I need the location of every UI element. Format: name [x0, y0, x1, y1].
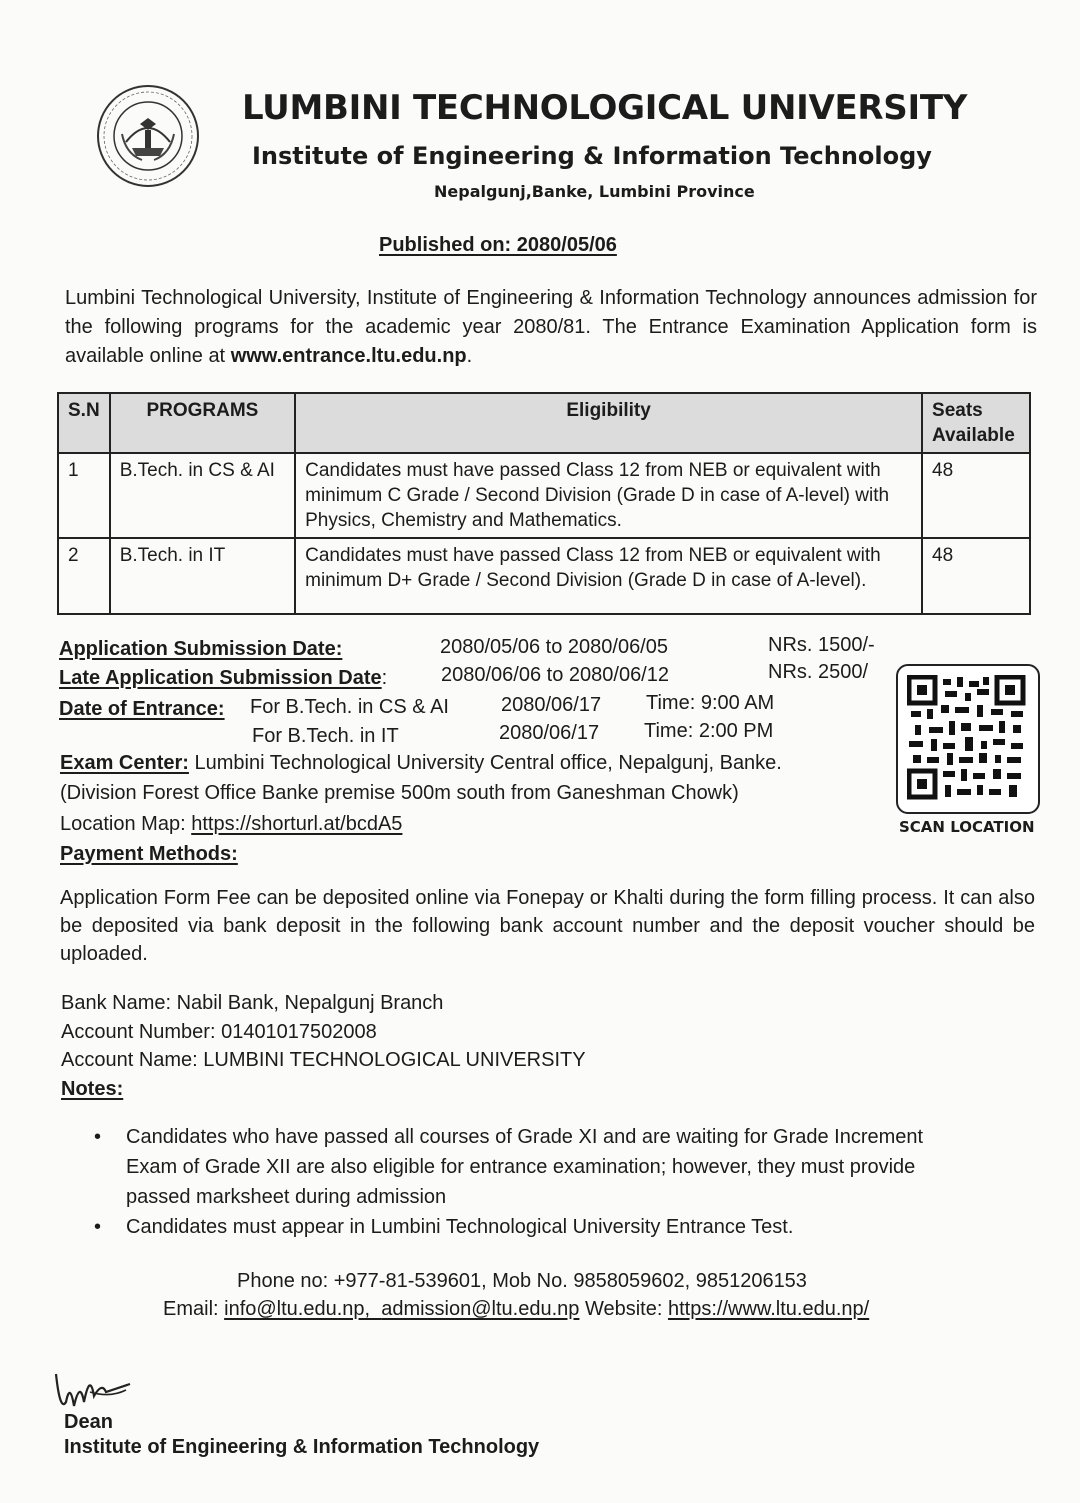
location-map-label: Location Map: — [60, 813, 192, 835]
bullet-icon: • — [94, 1216, 102, 1238]
qr-caption: SCAN LOCATION — [899, 818, 1035, 836]
cell-program: B.Tech. in CS & AI — [110, 453, 295, 538]
intro-paragraph — [65, 284, 1037, 371]
location-map-row — [60, 813, 402, 836]
table-header-row — [58, 393, 1030, 453]
email-link-admission[interactable]: admission@ltu.edu.np — [381, 1298, 580, 1320]
location-qr-code[interactable] — [896, 664, 1040, 814]
entrance-time-2: Time: 2:00 PM — [644, 720, 774, 742]
late-application-fee: NRs. 2500/ — [768, 661, 869, 683]
account-number: Account Number: 01401017502008 — [61, 1021, 377, 1043]
email-link-info[interactable]: info@ltu.edu.np — [224, 1298, 365, 1320]
email-label: Email: — [163, 1298, 225, 1320]
payment-paragraph: Application Form Fee can be deposited online via Fonepay or Khalti during the form filling process. It can also be deposited via bank deposit in the following bank account number and the deposit voucher should be uploaded. — [60, 887, 1035, 965]
note-text: Candidates must appear in Lumbini Technological University Entrance Test. — [126, 1216, 794, 1238]
location-map-link[interactable]: https://shorturl.at/bcdA5 — [191, 813, 403, 835]
exam-center-note: (Division Forest Office Banke premise 500m south from Ganeshman Chowk) — [60, 782, 739, 804]
header-eligibility: Eligibility — [295, 393, 922, 453]
cell-sn: 2 — [58, 538, 110, 614]
exam-center-row — [60, 752, 782, 775]
cell-program: B.Tech. in IT — [110, 538, 295, 614]
cell-eligibility: Candidates must have passed Class 12 from NEB or equivalent with minimum C Grade / Second Division (Grade D in case of A-level) with Physics, Chemistry and Mathematics. — [295, 453, 922, 538]
cell-sn: 1 — [58, 453, 110, 538]
entrance-url-link[interactable]: www.entrance.ltu.edu.np — [230, 345, 467, 367]
entrance-date-1: 2080/06/17 — [501, 694, 602, 716]
exam-center-label: Exam Center: — [60, 752, 189, 774]
late-application-row — [59, 667, 387, 690]
institute-name: Institute of Engineering & Information Technology — [252, 142, 932, 170]
website-label: Website: — [579, 1298, 668, 1320]
table-row — [58, 453, 1030, 538]
entrance-date-2: 2080/06/17 — [499, 722, 600, 744]
email-separator: , — [364, 1298, 382, 1320]
application-date-label: Application Submission Date: — [59, 638, 343, 660]
header-sn: S.N — [58, 393, 110, 453]
header-programs: PROGRAMS — [110, 393, 295, 453]
late-application-label: Late Application Submission Date — [59, 667, 382, 689]
note-text: Candidates who have passed all courses of Grade XI and are waiting for Grade Increment Exam of Grade XII are also eligible for entrance examination; however, they must provide passed marksheet during admission — [126, 1126, 924, 1208]
university-seal-logo — [96, 84, 200, 188]
dean-title: Dean — [64, 1411, 113, 1433]
note-item — [94, 1122, 971, 1212]
header-seats: Seats Available — [922, 393, 1030, 453]
exam-center-text: Lumbini Technological University Central office, Nepalgunj, Banke. — [194, 752, 782, 774]
application-date-range: 2080/05/06 to 2080/06/05 — [440, 636, 668, 658]
entrance-time-1: Time: 9:00 AM — [646, 692, 775, 714]
institute-address: Nepalgunj,Banke, Lumbini Province — [434, 182, 755, 201]
programs-table — [57, 392, 1031, 615]
late-application-range: 2080/06/06 to 2080/06/12 — [441, 664, 669, 686]
published-date: Published on: 2080/05/06 — [379, 234, 617, 256]
entrance-date-label: Date of Entrance: — [59, 698, 225, 720]
account-name: Account Name: LUMBINI TECHNOLOGICAL UNIVERSITY — [61, 1049, 586, 1071]
bank-name: Bank Name: Nabil Bank, Nepalgunj Branch — [61, 992, 444, 1014]
qr-code-icon — [907, 675, 1027, 801]
cell-eligibility: Candidates must have passed Class 12 from NEB or equivalent with minimum D+ Grade / Second Division (Grade D in case of A-level). — [295, 538, 922, 614]
cell-seats: 48 — [922, 538, 1030, 614]
email-website-line — [163, 1298, 869, 1321]
notes-label: Notes: — [61, 1078, 124, 1100]
entrance-program-2: For B.Tech. in IT — [252, 725, 399, 747]
application-fee: NRs. 1500/- — [768, 634, 875, 656]
bullet-icon: • — [94, 1126, 102, 1148]
entrance-program-1: For B.Tech. in CS & AI — [250, 696, 449, 718]
cell-seats: 48 — [922, 453, 1030, 538]
note-item — [94, 1212, 971, 1242]
intro-end: . — [466, 345, 473, 367]
university-name: LUMBINI TECHNOLOGICAL UNIVERSITY — [242, 88, 968, 128]
website-link[interactable]: https://www.ltu.edu.np/ — [667, 1298, 870, 1320]
table-row — [58, 538, 1030, 614]
phone-line: Phone no: +977-81-539601, Mob No. 9858059602, 9851206153 — [237, 1270, 807, 1292]
intro-text: Lumbini Technological University, Institute of Engineering & Information Technology announces admission for the following programs for the academic year 2080/81. The Entrance Examination Application form is available online at — [65, 287, 1037, 367]
payment-methods-label: Payment Methods: — [60, 843, 238, 865]
late-application-colon: : — [381, 667, 388, 689]
signature-institute: Institute of Engineering & Information Technology — [64, 1436, 540, 1458]
